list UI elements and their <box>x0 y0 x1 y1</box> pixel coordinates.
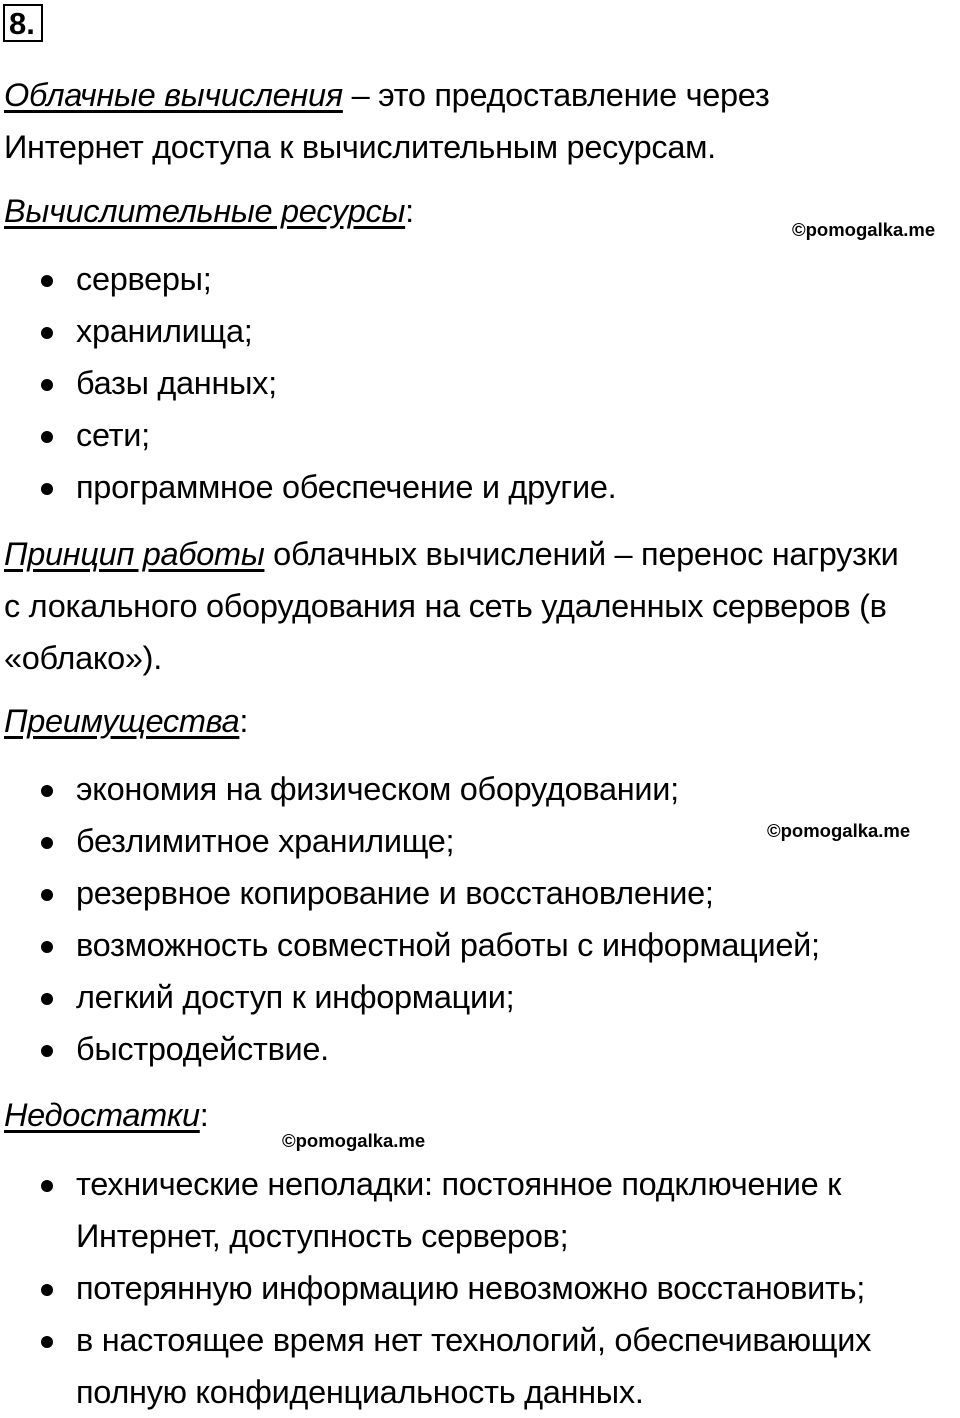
list-item: сети; <box>0 409 958 461</box>
list-item: хранилища; <box>0 305 958 357</box>
definition-term: Облачные вычисления <box>4 77 343 113</box>
list-item-line: Интернет, доступность серверов; <box>76 1218 569 1254</box>
definition-text-line1: – это предоставление через <box>342 77 770 113</box>
task-number: 8. <box>3 4 43 42</box>
resources-list <box>0 253 958 513</box>
principle-text-line1: облачных вычислений – перенос нагрузки <box>264 536 899 572</box>
watermark: ©pomogalka.me <box>282 1130 426 1151</box>
list-item <box>0 1158 958 1262</box>
list-item: быстродействие. <box>0 1023 958 1075</box>
principle-paragraph <box>4 528 958 684</box>
principle-text-line3: «облако»). <box>4 640 162 676</box>
advantages-heading-colon: : <box>239 703 249 739</box>
watermark: ©pomogalka.me <box>767 820 911 841</box>
principle-term: Принцип работы <box>4 536 265 572</box>
list-item-line: потерянную информацию невозможно восстановить; <box>76 1270 865 1306</box>
disadvantages-heading-colon: : <box>199 1097 209 1133</box>
list-item: возможность совместной работы с информацией; <box>0 919 958 971</box>
list-item: серверы; <box>0 253 958 305</box>
list-item-line: технические неполадки: постоянное подключение к <box>76 1166 842 1202</box>
list-item: программное обеспечение и другие. <box>0 461 958 513</box>
definition-paragraph <box>4 69 958 173</box>
watermark: ©pomogalka.me <box>792 219 936 240</box>
list-item: легкий доступ к информации; <box>0 971 958 1023</box>
definition-text-line2: Интернет доступа к вычислительным ресурсам. <box>4 129 716 165</box>
list-item <box>0 1314 958 1418</box>
list-item <box>0 1262 958 1314</box>
list-item: безлимитное хранилище; <box>0 815 958 867</box>
resources-heading-colon: : <box>405 193 414 229</box>
list-item: экономия на физическом оборудовании; <box>0 763 958 815</box>
disadvantages-heading <box>4 1089 958 1141</box>
disadvantages-list <box>0 1158 958 1418</box>
advantages-list <box>0 763 958 1075</box>
advantages-heading-term: Преимущества <box>4 703 240 739</box>
principle-text-line2: с локального оборудования на сеть удаленных серверов (в <box>4 588 887 624</box>
advantages-heading <box>4 695 958 747</box>
list-item: резервное копирование и восстановление; <box>0 867 958 919</box>
disadvantages-heading-term: Недостатки <box>4 1097 200 1133</box>
list-item-line: в настоящее время нет технологий, обеспечивающих <box>76 1322 872 1358</box>
list-item: базы данных; <box>0 357 958 409</box>
list-item-line: полную конфиденциальность данных. <box>76 1374 644 1410</box>
resources-heading-term: Вычислительные ресурсы <box>4 193 406 229</box>
